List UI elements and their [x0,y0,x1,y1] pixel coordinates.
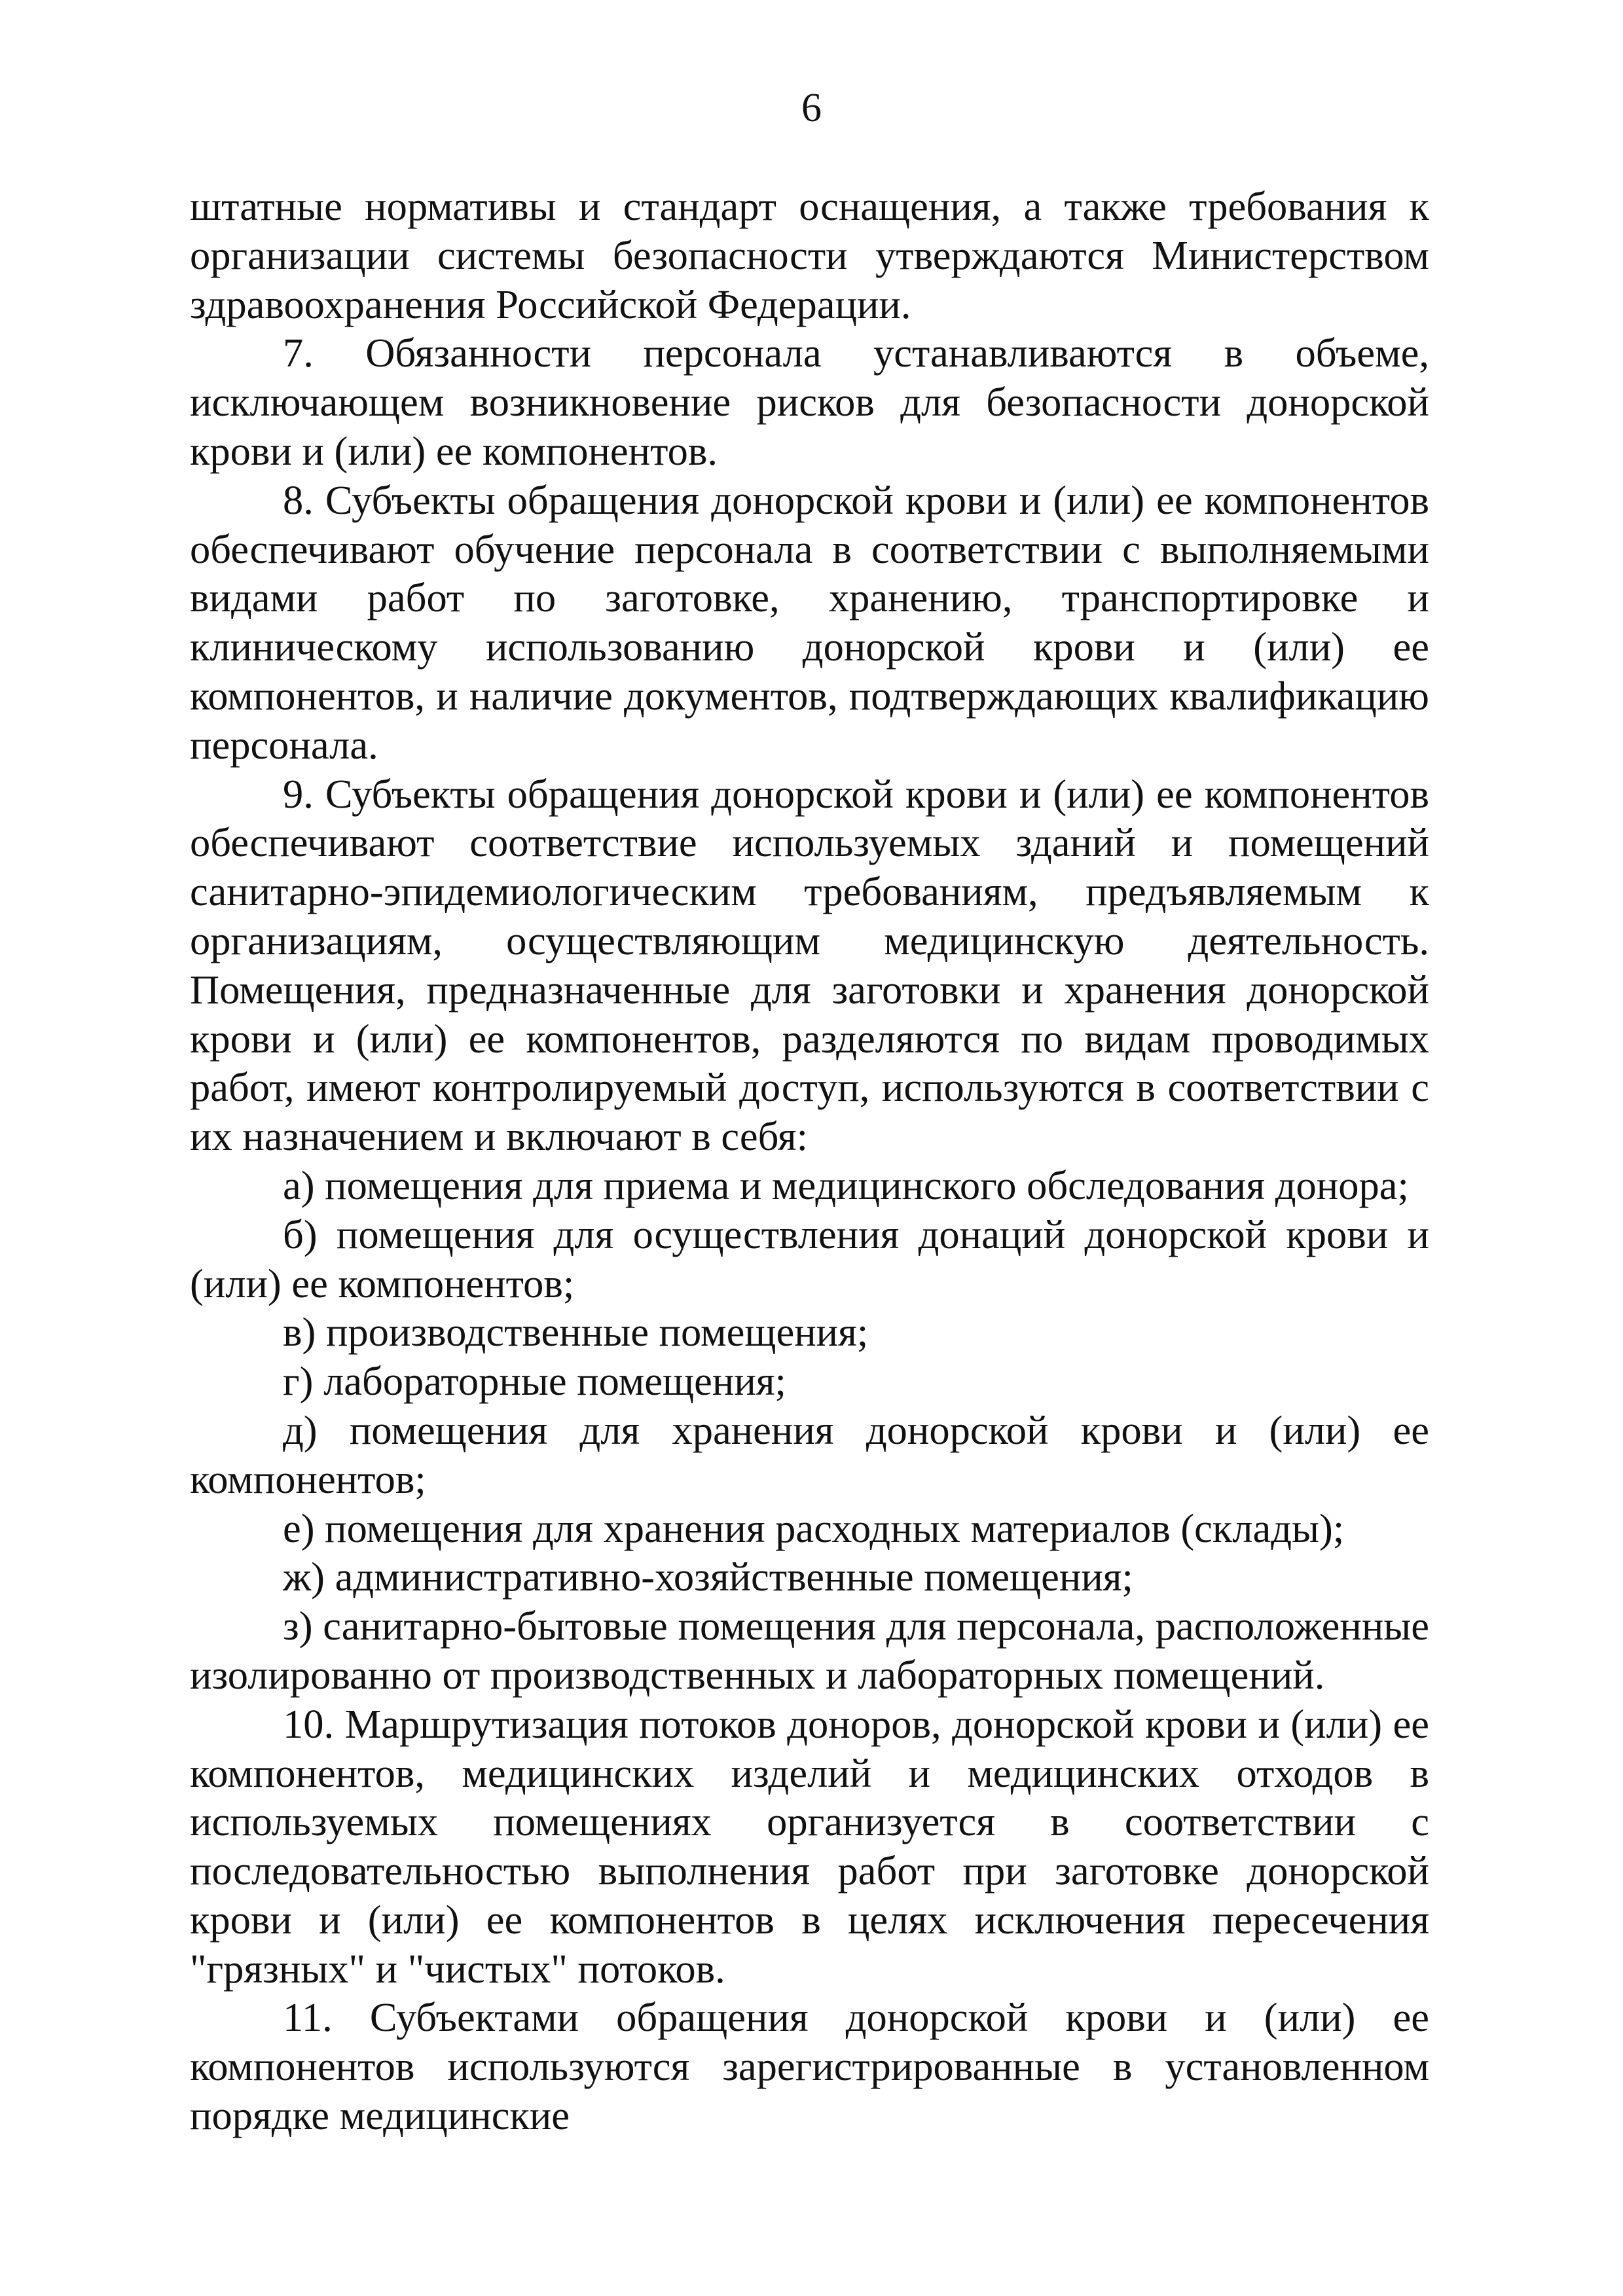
list-item-zh: ж) административно-хозяйственные помещения; [283,1554,1133,1600]
list-item-a: а) помещения для приема и медицинского обследования донора; [283,1162,1409,1208]
list-item-v: в) производственные помещения; [283,1309,869,1355]
paragraph-item-8: 8. Субъекты обращения донорской крови и (или) ее компонентов обеспечивают обучение персонала в соответствии с выполняемыми видами работ по заготовке, хранению, транспортировке и клиническому использованию донорской крови и (или) ее компонентов, и наличие документов, подтверждающих квалификацию персонала. [190,476,1429,768]
paragraph-item-9: 9. Субъекты обращения донорской крови и (или) ее компонентов обеспечивают соответствие используемых зданий и помещений санитарно-эпидемиологическим требованиям, предъявляемым к организациям, осуществляющим медицинскую деятельность. Помещения, предназначенные для заготовки и хранения донорской крови и (или) ее компонентов, разделяются по видам проводимых работ, имеют контролируемый доступ, используются в соответствии с их назначением и включают в себя: [190,770,1429,1160]
list-item-z: з) санитарно-бытовые помещения для персонала, расположенные изолированно от производственных и лабораторных помещений. [190,1603,1429,1698]
document-body [190,182,1429,2140]
paragraph-item-7: 7. Обязанности персонала устанавливаются в объеме, исключающем возникновение рисков для безопасности донорской крови и (или) ее компонентов. [190,330,1429,474]
paragraph-continuation: штатные нормативы и стандарт оснащения, а также требования к организации системы безопасности утверждаются Министерством здравоохранения Российской Федерации. [190,183,1429,327]
paragraph-item-11: 11. Субъектами обращения донорской крови и (или) ее компонентов используются зарегистрированные в установленном порядке медицинские [190,1994,1429,2139]
list-item-g: г) лабораторные помещения; [283,1358,786,1405]
page-number: 6 [801,86,822,130]
list-item-e: е) помещения для хранения расходных материалов (склады); [283,1505,1345,1551]
list-item-b: б) помещения для осуществления донаций донорской крови и (или) ее компонентов; [190,1211,1429,1306]
list-item-d: д) помещения для хранения донорской крови и (или) ее компонентов; [190,1407,1429,1502]
paragraph-item-10: 10. Маршрутизация потоков доноров, донорской крови и (или) ее компонентов, медицинских изделий и медицинских отходов в используемых помещениях организуется в соответствии с последовательностью выполнения работ при заготовке донорской крови и (или) ее компонентов в целях исключения пересечения "грязных" и "чистых" потоков. [190,1700,1429,1992]
